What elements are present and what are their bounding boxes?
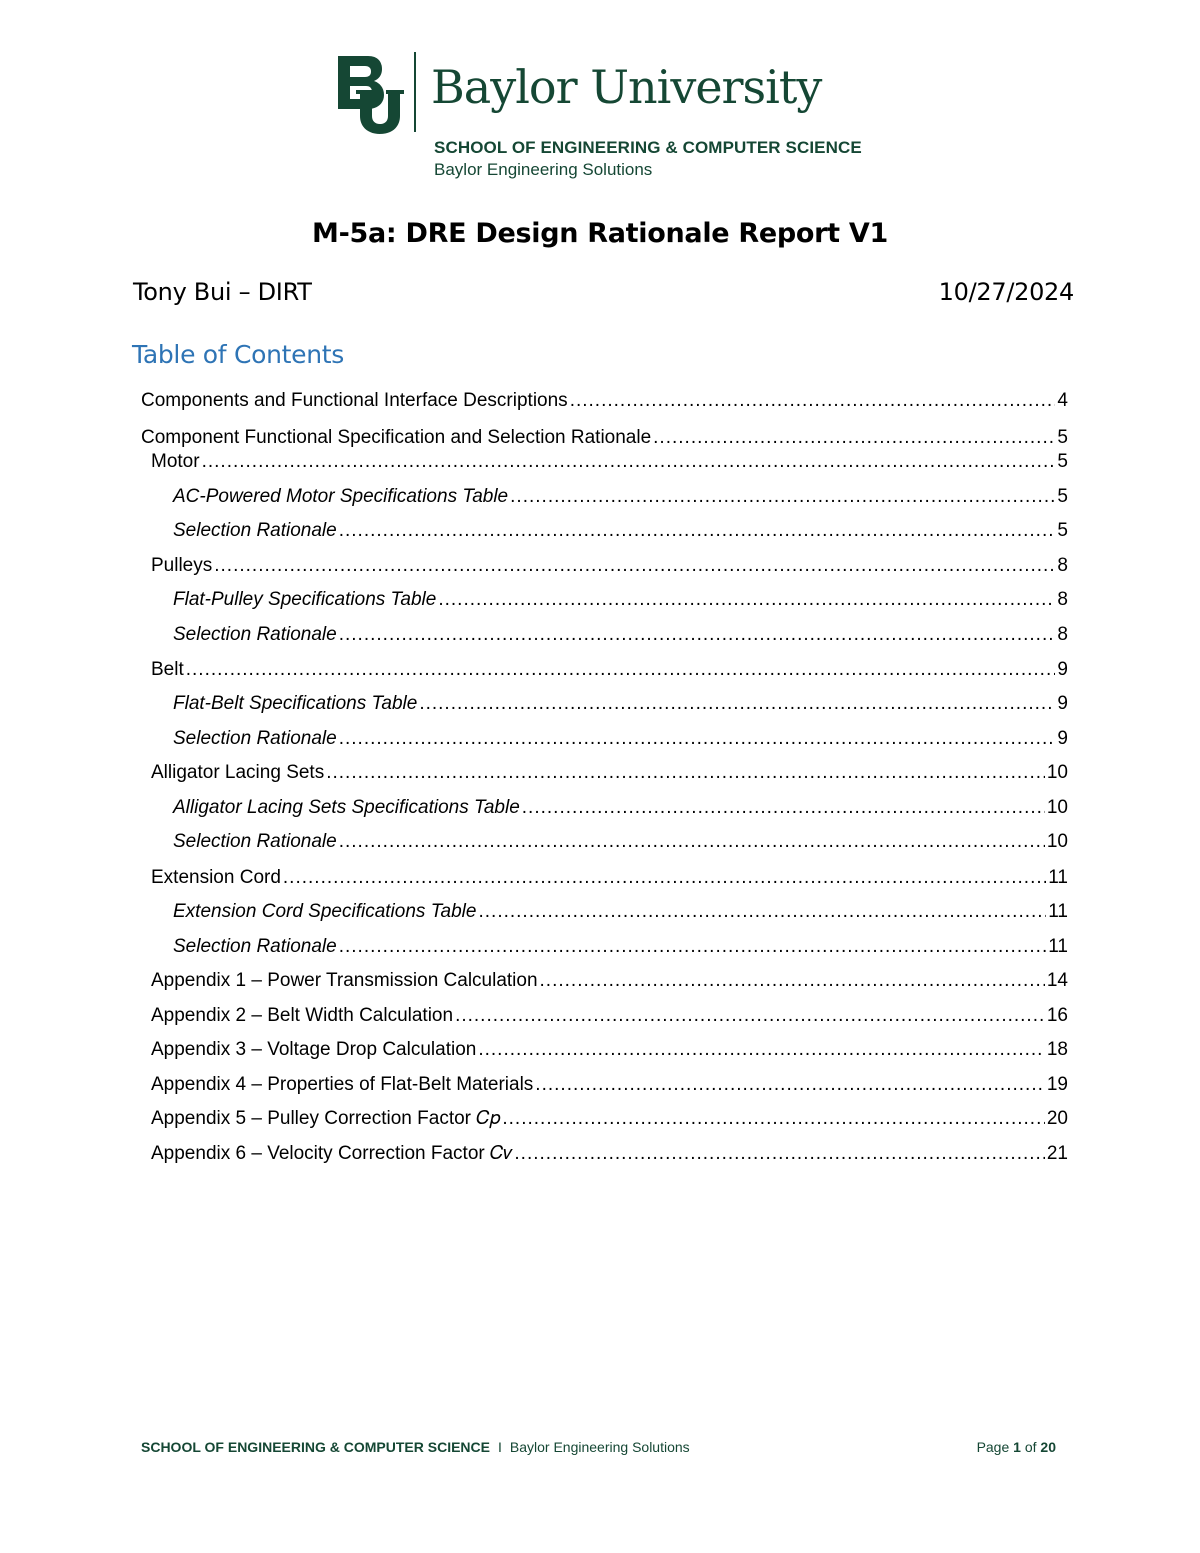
- toc-entry-label: AC-Powered Motor Specifications Table: [173, 486, 509, 507]
- toc-entry[interactable]: [141, 426, 1068, 450]
- toc-entry-label: Motor: [151, 451, 200, 472]
- toc-entry-label: Extension Cord Specifications Table: [173, 901, 477, 922]
- document-title: M-5a: DRE Design Rationale Report V1: [312, 218, 888, 249]
- toc-entry[interactable]: [151, 554, 1068, 578]
- toc-entry[interactable]: [173, 796, 1068, 820]
- toc-entry[interactable]: [151, 761, 1068, 785]
- toc-entry[interactable]: [151, 658, 1068, 682]
- toc-entry-page: 14: [1046, 970, 1068, 991]
- toc-entry[interactable]: [151, 1038, 1068, 1062]
- toc-entry-page: 10: [1046, 797, 1068, 818]
- toc-entry-page: 16: [1046, 1005, 1068, 1026]
- toc-heading: Table of Contents: [132, 340, 344, 369]
- toc-entry-page: 5: [1057, 427, 1068, 448]
- document-author: Tony Bui – DIRT: [133, 278, 312, 306]
- toc-entry-page: 11: [1048, 901, 1068, 922]
- toc-entry-label: Appendix 4 – Properties of Flat-Belt Materials: [151, 1074, 534, 1095]
- footer-page-number: [977, 1439, 1056, 1455]
- toc-entry-label: Appendix 1 – Power Transmission Calculation: [151, 970, 538, 991]
- toc-entry-page: 19: [1046, 1074, 1068, 1095]
- toc-entry[interactable]: [173, 485, 1068, 509]
- logo-wordmark: Baylor University: [431, 60, 822, 114]
- toc-entry-label: Appendix 6 – Velocity Correction Factor 𝐶𝑣: [151, 1143, 513, 1164]
- baylor-logo: [334, 50, 874, 180]
- toc-entry[interactable]: [141, 389, 1068, 413]
- footer-school: [141, 1439, 690, 1455]
- toc-entry-page: 11: [1048, 867, 1068, 888]
- toc-entry[interactable]: [151, 1107, 1068, 1131]
- toc-entry-label: Appendix 2 – Belt Width Calculation: [151, 1005, 454, 1026]
- toc-entry-label: Selection Rationale: [173, 936, 337, 957]
- footer-page-total: 20: [1040, 1439, 1056, 1455]
- toc-entry-page: 5: [1057, 486, 1068, 507]
- toc-entry-label: Selection Rationale: [173, 624, 337, 645]
- toc-entry[interactable]: [151, 450, 1068, 474]
- toc-entry-label: Selection Rationale: [173, 831, 337, 852]
- toc-entry-page: 11: [1048, 936, 1068, 957]
- toc-entry-label: Flat-Belt Specifications Table: [173, 693, 418, 714]
- toc-entry-label: Selection Rationale: [173, 728, 337, 749]
- toc-entry-page: 9: [1057, 728, 1068, 749]
- toc-entry-page: 8: [1057, 624, 1068, 645]
- toc-entry[interactable]: [173, 623, 1068, 647]
- toc-entry-page: 20: [1046, 1108, 1068, 1129]
- toc-entry-page: 5: [1057, 451, 1068, 472]
- toc-entry-label: Components and Functional Interface Descriptions: [141, 390, 568, 411]
- toc-entry[interactable]: [173, 692, 1068, 716]
- toc-entry[interactable]: [173, 935, 1068, 959]
- toc-entry-page: 4: [1057, 390, 1068, 411]
- document-date: 10/27/2024: [938, 278, 1074, 306]
- toc-entry-page: 8: [1057, 555, 1068, 576]
- toc-entry-page: 18: [1046, 1039, 1068, 1060]
- toc-entry[interactable]: [151, 1142, 1068, 1166]
- toc-entry[interactable]: [173, 588, 1068, 612]
- toc-entry[interactable]: [151, 969, 1068, 993]
- toc-entry[interactable]: [151, 1004, 1068, 1028]
- toc-entry-label: Alligator Lacing Sets Specifications Table: [173, 797, 520, 818]
- toc-entry[interactable]: [151, 1073, 1068, 1097]
- toc-entry[interactable]: [173, 727, 1068, 751]
- toc-entry-page: 9: [1057, 659, 1068, 680]
- toc-entry-label: Component Functional Specification and Selection Rationale: [141, 427, 652, 448]
- toc-entry-label: Extension Cord: [151, 867, 281, 888]
- footer-school-name: SCHOOL OF ENGINEERING & COMPUTER SCIENCE: [141, 1439, 490, 1455]
- footer-page-current: 1: [1013, 1439, 1021, 1455]
- footer-separator: I: [498, 1439, 502, 1455]
- toc-entry-page: 21: [1046, 1143, 1068, 1164]
- toc-entry-label: Pulleys: [151, 555, 213, 576]
- footer-page-of: of: [1024, 1439, 1037, 1455]
- logo-divider: [414, 52, 416, 132]
- toc-entry-page: 8: [1057, 589, 1068, 610]
- toc-entry-label: Flat-Pulley Specifications Table: [173, 589, 437, 610]
- logo-school-name: SCHOOL OF ENGINEERING & COMPUTER SCIENCE: [434, 138, 862, 157]
- toc-entry[interactable]: [173, 900, 1068, 924]
- footer-org: Baylor Engineering Solutions: [509, 1439, 690, 1455]
- toc-entry[interactable]: [173, 830, 1068, 854]
- bu-monogram-icon: [334, 54, 404, 134]
- toc-entry-label: Belt: [151, 659, 184, 680]
- toc-entry-page: 10: [1046, 762, 1068, 783]
- toc-entry-label: Alligator Lacing Sets: [151, 762, 325, 783]
- toc-entry-label: Selection Rationale: [173, 520, 337, 541]
- toc-entry-page: 10: [1046, 831, 1068, 852]
- toc-entry-page: 5: [1057, 520, 1068, 541]
- toc-entry-page: 9: [1057, 693, 1068, 714]
- logo-subtitle: Baylor Engineering Solutions: [434, 160, 653, 179]
- toc-entry[interactable]: [173, 519, 1068, 543]
- toc-entry-label: Appendix 5 – Pulley Correction Factor 𝐶𝑝: [151, 1108, 501, 1129]
- toc-entry-label: Appendix 3 – Voltage Drop Calculation: [151, 1039, 477, 1060]
- footer-page-word: Page: [976, 1439, 1010, 1455]
- toc-entry[interactable]: [151, 866, 1068, 890]
